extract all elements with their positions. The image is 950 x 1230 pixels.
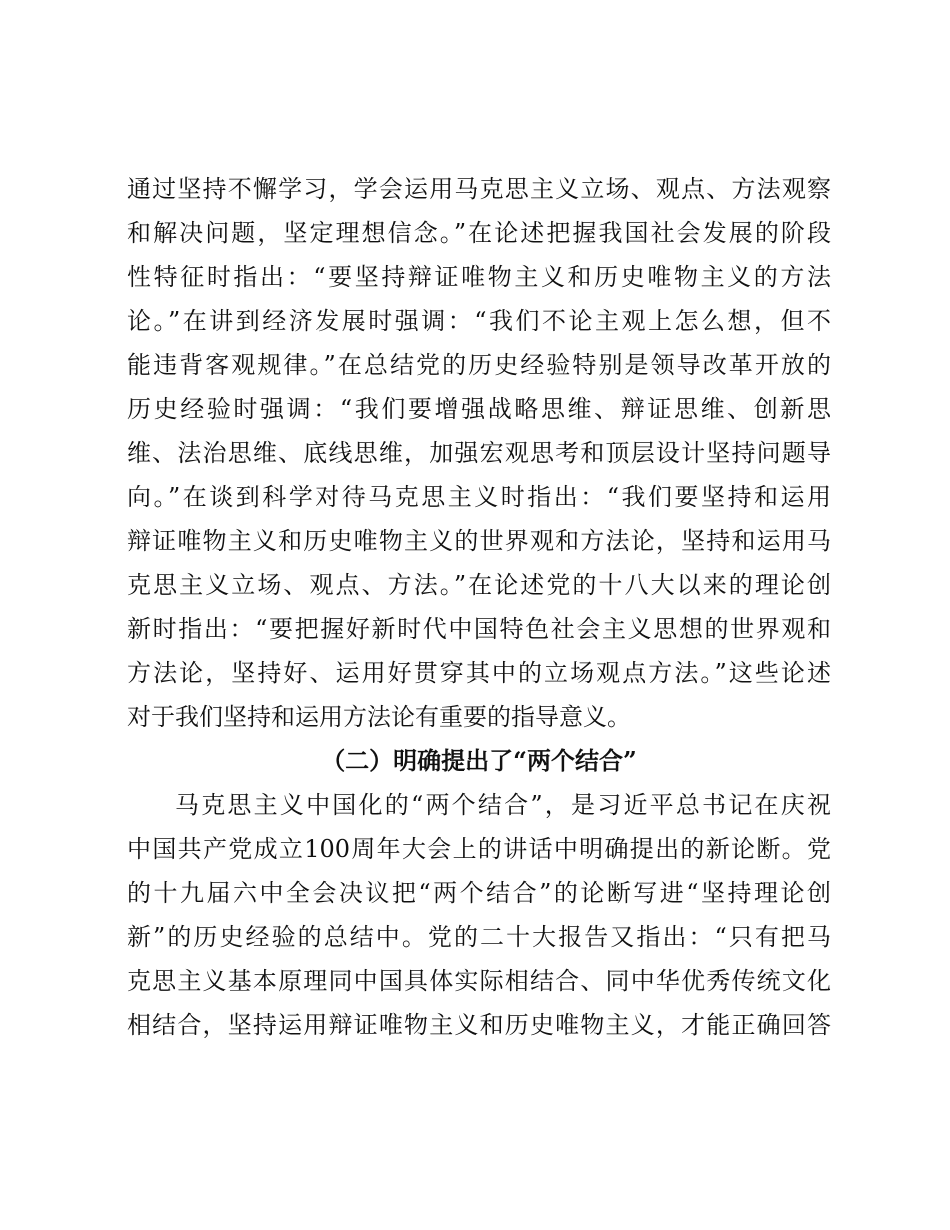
body-text-line: 克思主义立场、观点、方法。”在论述党的十八大以来的理论创 [127, 571, 831, 599]
body-text-line: 中国共产党成立100周年大会上的讲话中明确提出的新论断。党 [127, 835, 831, 863]
body-text-line: 能违背客观规律。”在总结党的历史经验特别是领导改革开放的 [127, 351, 831, 379]
body-text-line: 相结合，坚持运用辩证唯物主义和历史唯物主义，才能正确回答 [127, 1011, 831, 1039]
body-text-line: 论。”在讲到经济发展时强调：“我们不论主观上怎么想，但不 [127, 307, 831, 335]
body-text-line: 和解决问题，坚定理想信念。”在论述把握我国社会发展的阶段 [127, 219, 831, 247]
paragraph-first-line: 马克思主义中国化的“两个结合”，是习近平总书记在庆祝 [175, 791, 831, 819]
body-text-line: 对于我们坚持和运用方法论有重要的指导意义。 [127, 703, 631, 731]
body-text-line: 的十九届六中全会决议把“两个结合”的论断写进“坚持理论创 [127, 879, 831, 907]
body-text-line: 辩证唯物主义和历史唯物主义的世界观和方法论，坚持和运用马 [127, 527, 831, 555]
body-text-line: 向。”在谈到科学对待马克思主义时指出：“我们要坚持和运用 [127, 483, 831, 511]
body-text-line: 新时指出：“要把握好新时代中国特色社会主义思想的世界观和 [127, 615, 831, 643]
body-text-line: 性特征时指出：“要坚持辩证唯物主义和历史唯物主义的方法 [127, 263, 831, 291]
body-text-line: 新”的历史经验的总结中。党的二十大报告又指出：“只有把马 [127, 923, 831, 951]
body-text-line: 通过坚持不懈学习，学会运用马克思主义立场、观点、方法观察 [127, 175, 831, 203]
body-text-line: 克思主义基本原理同中国具体实际相结合、同中华优秀传统文化 [127, 967, 831, 995]
section-heading: （二）明确提出了“两个结合” [321, 746, 637, 775]
body-text-line: 维、法治思维、底线思维，加强宏观思考和顶层设计坚持问题导 [127, 439, 831, 467]
body-text-line: 历史经验时强调：“我们要增强战略思维、辩证思维、创新思 [127, 395, 831, 423]
body-text-line: 方法论，坚持好、运用好贯穿其中的立场观点方法。”这些论述 [127, 659, 831, 687]
